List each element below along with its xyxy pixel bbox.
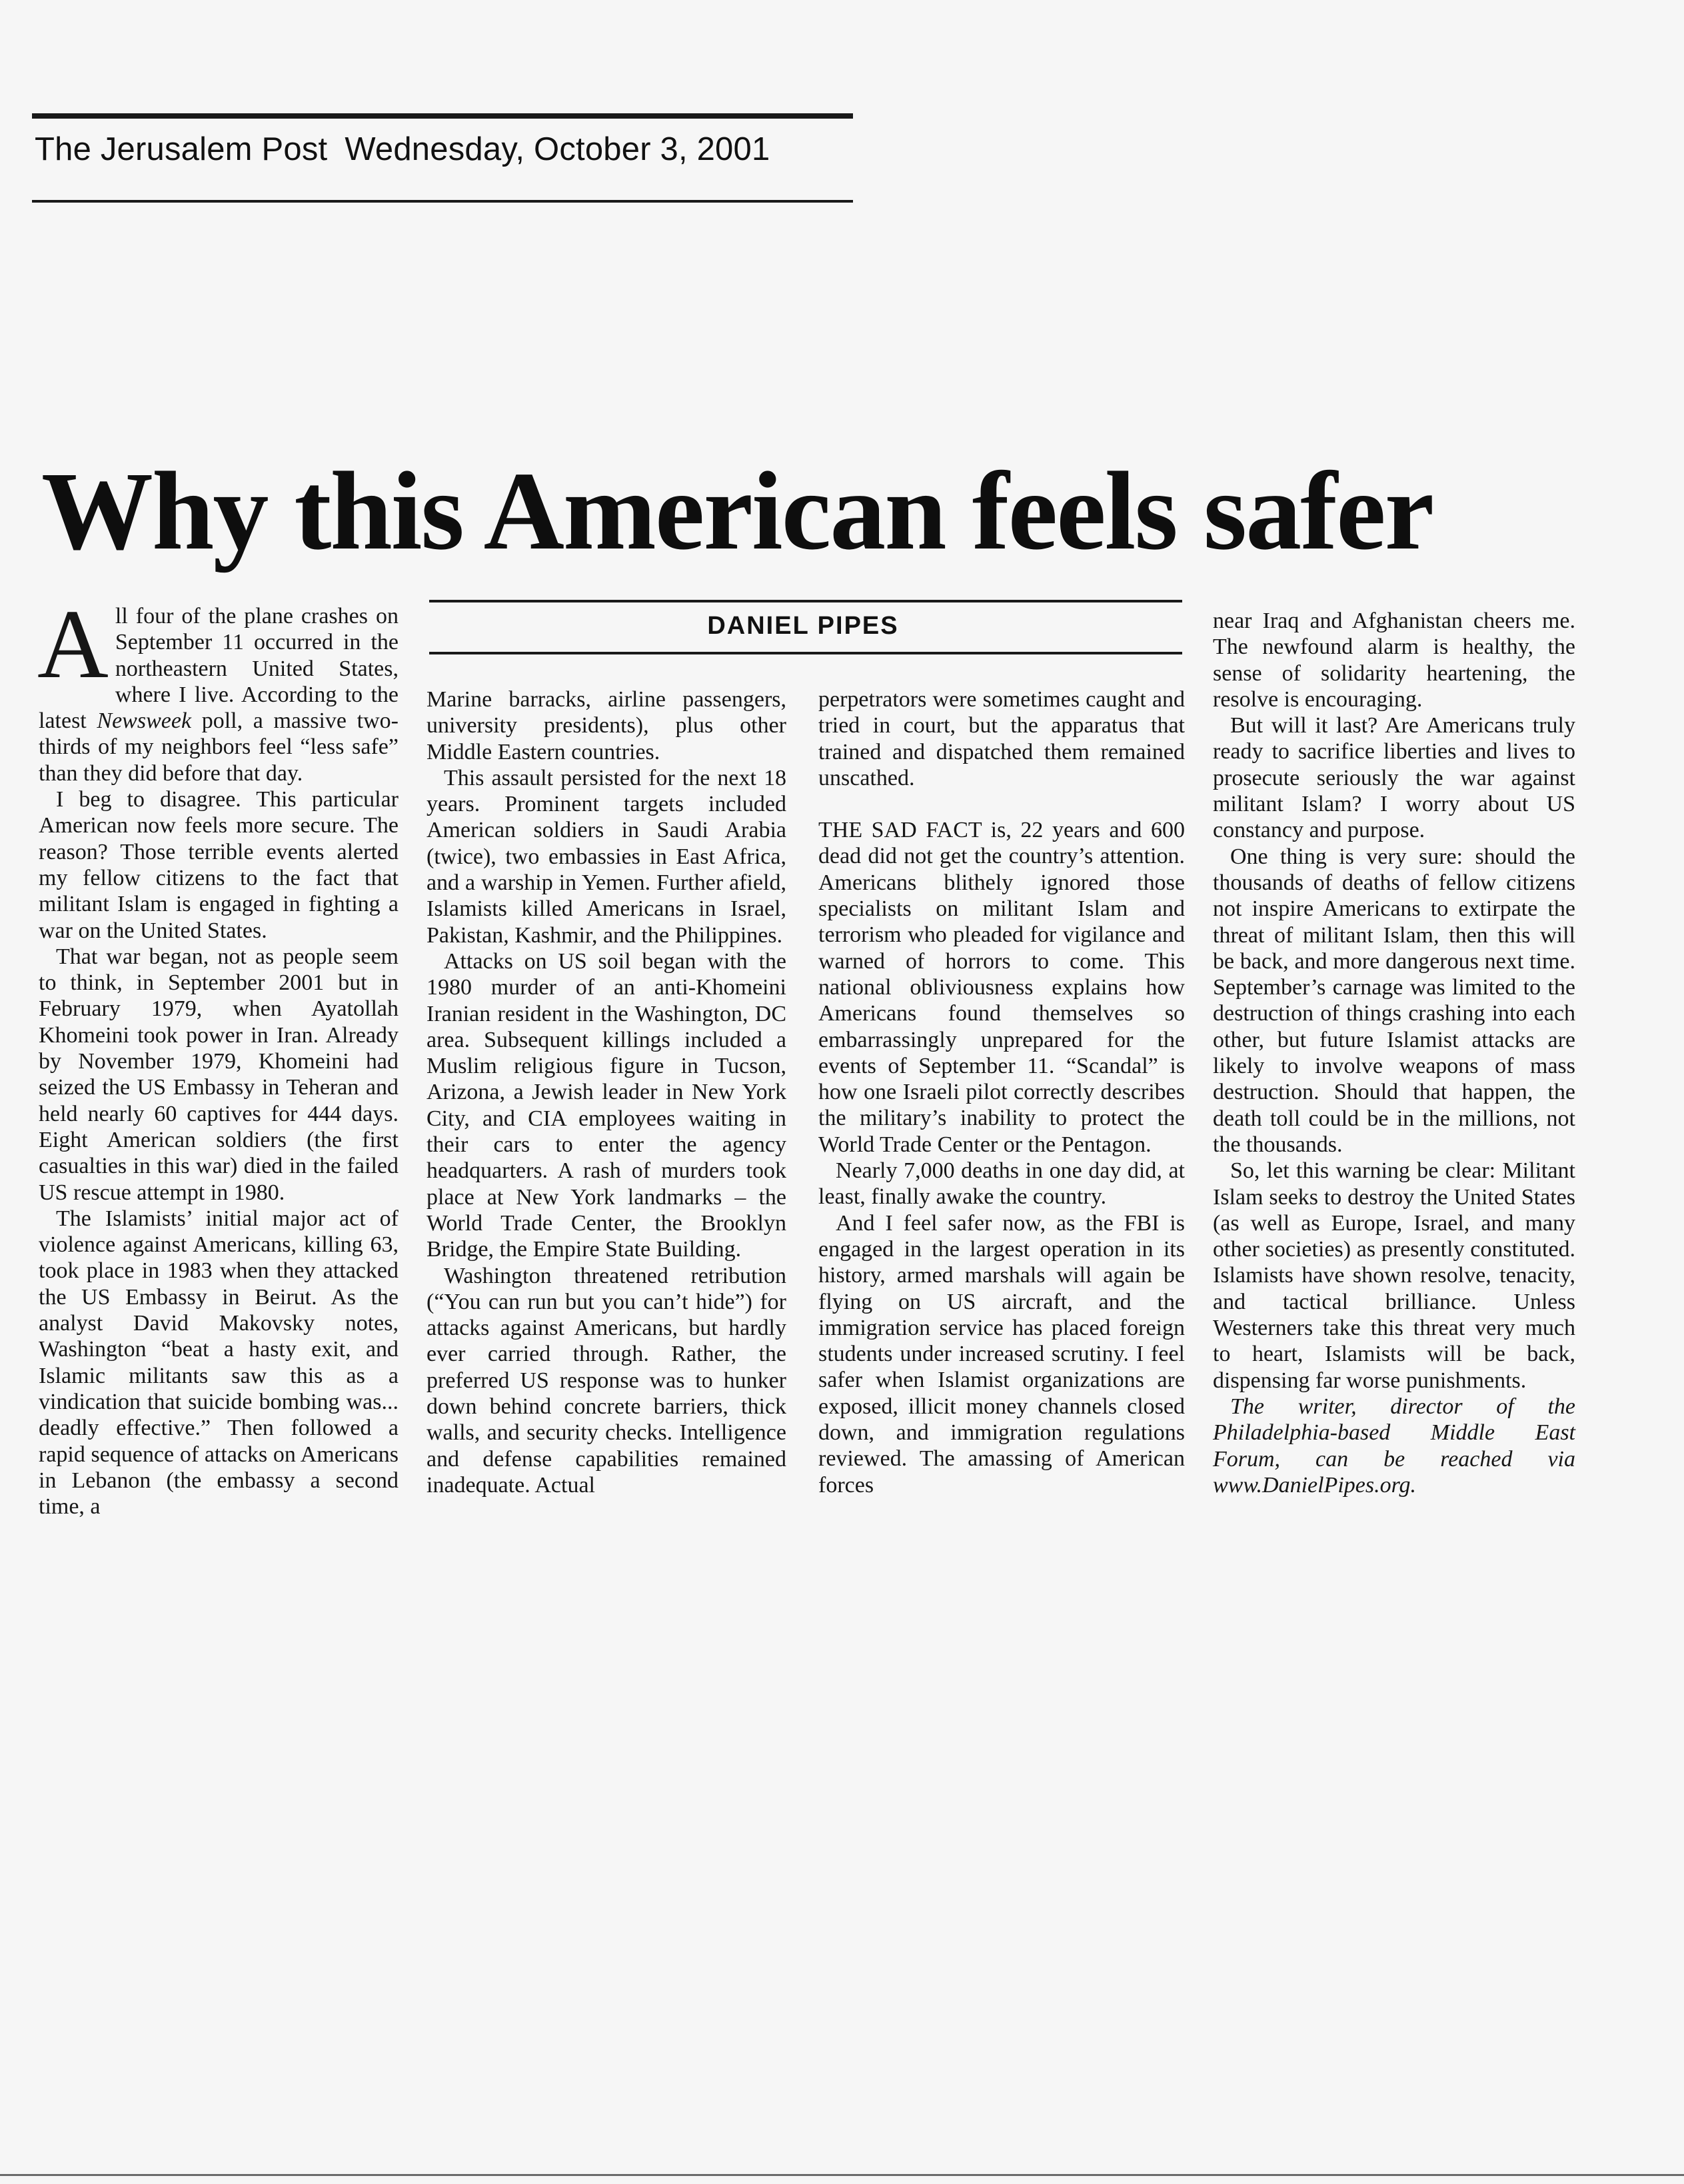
paragraph: One thing is very sure: should the thousands of deaths of fellow citizens not inspire Americans to extirpate the threat of militant Islam, then this will be back, and more dangerous next time. September’s carnage was limited to the destruction of things crashing into each other, but future Islamist attacks are likely to involve weapons of mass destruction. Should that happen, the death toll could be in the millions, not the thousands. — [1213, 844, 1575, 1157]
paragraph: Washington threatened retribution (“You can run but you can’t hide”) for attacks against Americans, but hardly ever carried through. Rather, the preferred US response was to hunker down behind concrete barriers, thick walls, and security checks. Intelligence and defense capabilities remained inadequate. Actual — [426, 1263, 786, 1498]
byline-bottom-rule — [429, 652, 1182, 654]
masthead — [35, 131, 770, 168]
page-bottom-edge — [0, 2174, 1684, 2176]
paragraph: Marine barracks, airline passengers, university presidents), plus other Middle Eastern countries. — [426, 687, 786, 764]
masthead-bottom-rule — [32, 200, 853, 203]
paragraph: This assault persisted for the next 18 years. Prominent targets included American soldiers in Saudi Arabia (twice), two embassies in East Africa, and a warship in Yemen. Further afield, Islamists killed Americans in Israel, Pakistan, Kashmir, and the Philippines. — [426, 765, 786, 948]
article-column-3 — [818, 686, 1185, 1498]
byline-top-rule — [429, 600, 1182, 602]
paragraph: But will it last? Are Americans truly ready to sacrifice liberties and lives to prosecute seriously the war against militant Islam? I worry about US constancy and purpose. — [1213, 713, 1575, 843]
paragraph: The Islamists’ initial major act of violence against Americans, killing 63, took place in 1983 when they attacked the US Embassy in Beirut. As the analyst David Makovsky notes, Washington “beat a hasty exit, and Islamic militants saw this as a vindication that suicide bombing was... deadly effective.” Then followed a rapid sequence of attacks on Americans in Lebanon (the embassy a second time, a — [39, 1206, 399, 1520]
paragraph: That war began, not as people seem to think, in September 2001 but in February 1979, when Ayatollah Khomeini took power in Iran. Already by November 1979, Khomeini had seized the US Embassy in Teheran and held nearly 60 captives for 444 days. Eight American soldiers (the first casualties in this war) died in the failed US rescue attempt in 1980. — [39, 944, 399, 1205]
article-column-1 — [37, 590, 399, 1520]
issue-date: Wednesday, October 3, 2001 — [345, 131, 770, 167]
paragraph: THE SAD FACT is, 22 years and 600 dead did not get the country’s attention. Americans blithely ignored those specialists on militant Islam and terrorism who pleaded for vigilance and warned of horrors to come. This national obliviousness explains how Americans found themselves so embarrassingly unprepared for the events of September 11. “Scandal” is how one Israeli pilot correctly describes the military’s inability to protect the World Trade Center or the Pentagon. — [818, 818, 1185, 1157]
paragraph: I beg to disagree. This particular American now feels more secure. The reason? Those terrible events alerted my fellow citizens to the fact that militant Islam is engaged in fighting a war on the United States. — [39, 787, 399, 943]
masthead-top-rule — [32, 113, 853, 119]
newspaper-name: The Jerusalem Post — [35, 131, 328, 167]
paragraph: Attacks on US soil began with the 1980 murder of an anti-Khomeini Iranian resident in the Washington, DC area. Subsequent killings included a Muslim religious figure in Tucson, Arizona, a Jewish leader in New York City, and CIA employees waiting in their cars to enter the agency headquarters. A rash of murders took place at New York landmarks – the World Trade Center, the Brooklyn Bridge, the Empire State Building. — [426, 948, 786, 1262]
article-column-2 — [426, 686, 786, 1498]
drop-cap: A — [37, 590, 109, 699]
byline: DANIEL PIPES — [707, 612, 899, 640]
section-break — [818, 791, 1185, 817]
article-column-4 — [1213, 608, 1575, 1498]
headline: Why this American feels safer — [41, 449, 1433, 573]
paragraph: And I feel safer now, as the FBI is engaged in the largest operation in its history, armed marshals will again be flying on US aircraft, and the immigration service has placed foreign students under increased scrutiny. I feel safer when Islamist organizations are exposed, illicit money channels closed down, and immigration regulations reviewed. The amassing of American forces — [818, 1210, 1185, 1498]
author-credit: The writer, director of the Philadelphia-based Middle East Forum, can be reached via www.DanielPipes.org. — [1213, 1394, 1575, 1498]
paragraph: Nearly 7,000 deaths in one day did, at least, finally awake the country. — [818, 1158, 1185, 1210]
publication-name: Newsweek — [97, 708, 192, 734]
paragraph: near Iraq and Afghanistan cheers me. The newfound alarm is healthy, the sense of solidarity heartening, the resolve is encouraging. — [1213, 608, 1575, 712]
paragraph: So, let this warning be clear: Militant Islam seeks to destroy the United States (as well as Europe, Israel, and many other societies) as presently constituted. Islamists have shown resolve, tenacity, and tactical brilliance. Unless Westerners take this threat very much to heart, Islamists will be back, dispensing far worse punishments. — [1213, 1158, 1575, 1393]
paragraph: All four of the plane crashes on September 11 occurred in the northeastern United States, where I live. According to the latest Newsweek poll, a massive two-thirds of my neighbors feel “less safe” than they did before that day. — [37, 590, 399, 786]
paragraph: perpetrators were sometimes caught and tried in court, but the apparatus that trained and dispatched them remained unscathed. — [818, 687, 1185, 790]
